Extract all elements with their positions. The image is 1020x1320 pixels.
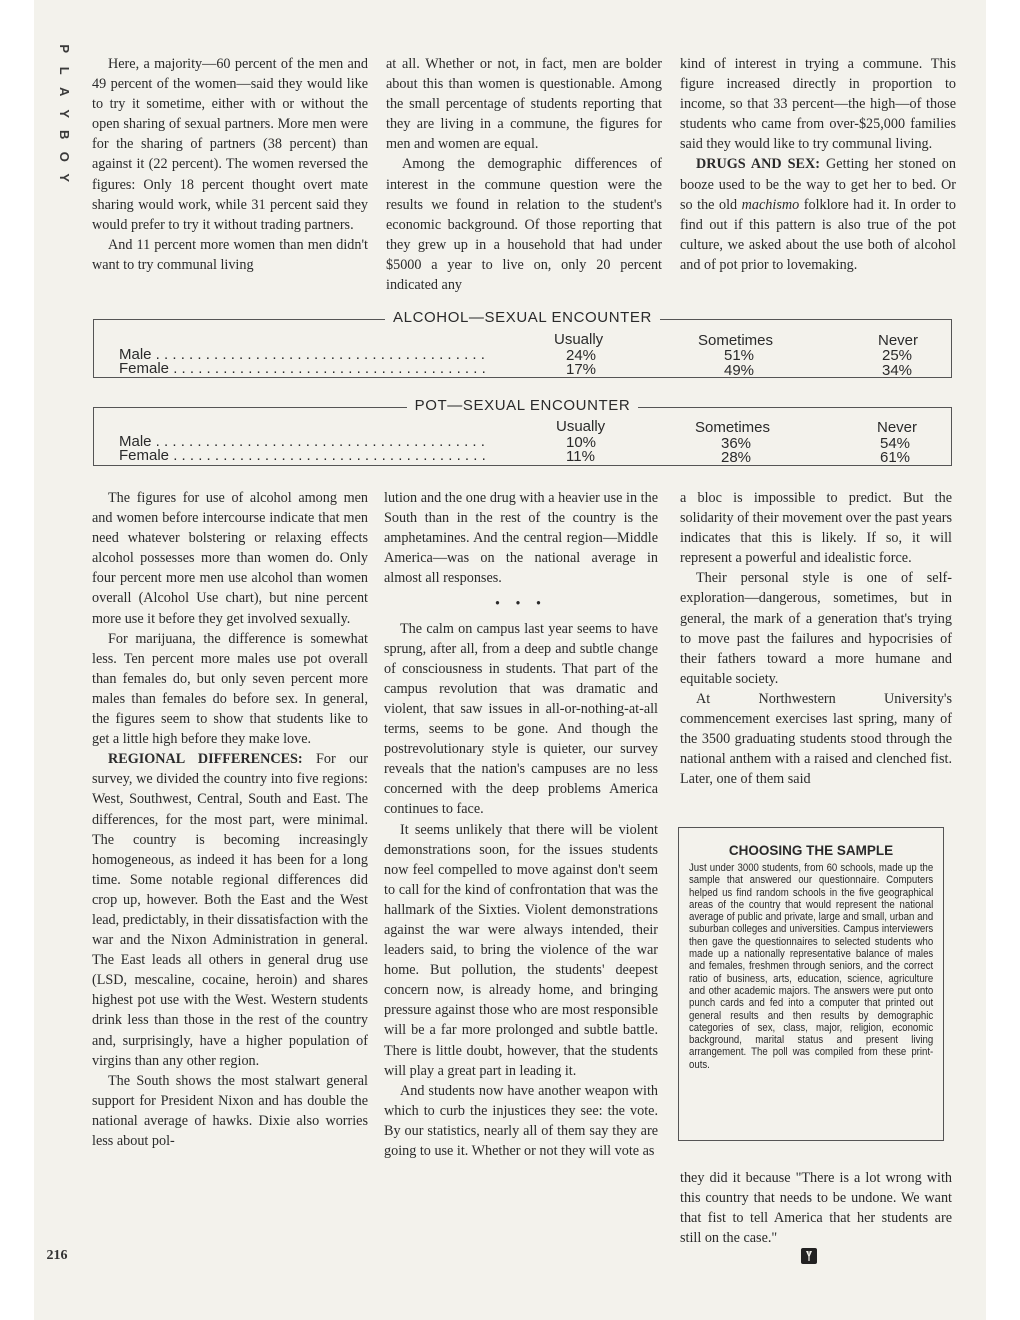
table-cell: 34% [882, 362, 913, 379]
box-body: Just under 3000 students, from 60 schools, made up the sample that answered our questionnaire. Computers helped us find random schools in the five geographical areas of the country that would represent the national average of public and private, large and small, urban and suburban colleges and universities. Campus interviewers then gave the questionnaires to selected students who made up a nationally representative balance of males and females, freshmen through seniors, and the correct ratio of business, arts, education, science, agriculture and other academic majors. The answers were put onto punch cards and fed into a computer that printed out general results and then results by demographic categories of sex, class, major, religion, economic background, marital status and present living arrangement. The poll was compiled from these print-outs. [689, 862, 934, 1071]
leader-dots: . . . . . . . . . . . . . . . . . . . . . . . . . . . . . . . . . . . . . . [169, 447, 486, 464]
masthead-letter: B [56, 130, 72, 140]
column-header: Usually [554, 331, 604, 348]
table-row-label [119, 448, 486, 463]
masthead-playboy [56, 38, 72, 189]
text-run: Getting her stoned on booze used to be the way to get her to bed. Or so the old [680, 156, 956, 213]
paragraph: And students now have another weapon with which to curb the injustices they see: the vote. By our statistics, nearly all of them say they are going to use it. Whether or not they will vote as [384, 1082, 658, 1159]
paragraph: kind of interest in trying a commune. This figure increased directly in proportion to income, so that 33 percent—the high—of those students who came from over-$25,000 families said they would like to try communal living. [680, 56, 956, 153]
paragraph: lution and the one drug with a heavier use in the South than in the rest of the country is the amphetamines. And the central region—Middle America—was on the national average in almost all responses. [384, 490, 658, 587]
paragraph [680, 154, 956, 275]
paragraph: Their personal style is one of self-exploration—dangerous, sometimes, but in general, the mark of a generation that's trying to move past the failures and hypocrisies of their fathers toward a more humane and equitable society. [680, 570, 952, 687]
paragraph: The figures for use of alcohol among men and women before intercourse indicate that men need whatever bolstering or relaxing effects alcohol possesses more than women do. Only four percent more men use alcohol than women overall (Alcohol Use chart), but nine percent more use it before they get involved sexually. [92, 490, 368, 627]
bottom-column-2 [384, 488, 658, 1161]
table-cell: 24% [566, 347, 597, 364]
column-header: Never [877, 419, 918, 436]
paragraph: a bloc is impossible to predict. But the solidarity of their movement over the past years indicates that this is likely. If so, it will represent a powerful and idealistic force. [680, 490, 952, 567]
paragraph: It seems unlikely that there will be violent demonstrations soon, for the issues students now feel compelled to move against don't seem to call for the kind of confrontation that was the hallmark of the Sixties. Violent demonstrations against the war were always intended, their leaders said, to bring the violence of the war home. But pollution, the students' deepest concern now, is already home, and bringing pressure against those who are most responsible will be a far more prolonged and subtle battle. There is little doubt, however, that the students will play a great part in leading it. [384, 821, 658, 1079]
table-cell: 10% [566, 434, 597, 451]
alcohol-sexual-encounter-table [93, 309, 952, 379]
leader-dots: . . . . . . . . . . . . . . . . . . . . . . . . . . . . . . . . . . . . . . . . [151, 346, 485, 363]
paragraph: Here, a majority—60 percent of the men and 49 percent of the women—said they would like to try it sometime, either with or without the open sharing of sexual partners. More men were for the sharing of partners (38 percent) than against it (22 percent). The women reversed the figures: Only 18 percent thought overt mate sharing would work, while 31 percent said they would prefer to try it without trading partners. [92, 56, 368, 233]
choosing-the-sample-box [678, 827, 944, 1141]
paragraph: The calm on campus last year seems to have sprung, after all, from a deep and subtle change of consciousness in students. That part of the campus revolution that was dramatic and violent, that saw issues in all-or-nothing-at-all terms, seems to be gone. And though the postrevolutionary style is quieter, our survey reveals that the nation's campuses are no less concerned with the deep problems America continues to face. [384, 620, 658, 818]
top-column-3 [680, 54, 956, 275]
masthead-letter: A [56, 87, 72, 97]
column-header: Sometimes [695, 419, 771, 436]
top-column-1 [92, 54, 368, 275]
table-title: ALCOHOL—SEXUAL ENCOUNTER [385, 309, 660, 326]
masthead-letter: P [56, 44, 72, 54]
table-cell: 51% [724, 347, 755, 364]
column-header: Never [878, 332, 919, 349]
table-cell: 17% [566, 361, 597, 378]
row-label: Female [119, 360, 170, 377]
magazine-page [34, 0, 986, 1320]
row-label: Female [119, 447, 170, 464]
row-label: Male [119, 433, 152, 450]
page-number: 216 [46, 1248, 68, 1263]
end-mark-icon [801, 1248, 817, 1264]
top-column-2 [386, 54, 662, 295]
masthead-letter: Y [56, 108, 72, 118]
table-cell: 28% [721, 449, 752, 466]
table-row-label [119, 361, 486, 376]
table-cell: 54% [880, 435, 911, 452]
text-run: folklore had it. In order to find out if this pattern is also true of the pot culture, we asked about the use both of alcohol and of pot prior to lovemaking. [680, 196, 956, 273]
masthead-letter: O [56, 151, 72, 162]
box-title: CHOOSING THE SAMPLE [728, 843, 894, 858]
table-title: POT—SEXUAL ENCOUNTER [407, 397, 639, 414]
column-header: Sometimes [698, 332, 774, 349]
paragraph: Among the demographic differences of interest in the commune question were the results we found in relation to the student's economic background. Of those reporting that they grew up in a household that had under $5000 a year to live on, only 20 percent indicated any [386, 156, 662, 294]
masthead-letter: L [56, 66, 72, 75]
section-separator: • • • [495, 596, 547, 613]
section-heading: DRUGS AND SEX: [696, 156, 820, 173]
paragraph: For marijuana, the difference is somewhat less. Ten percent more males use pot overall than females do, but only seven percent more males than females do before sex. In general, the figures seem to show that students like to get a little high before they make love. [92, 630, 368, 748]
bottom-column-1 [92, 488, 368, 1151]
text-run: For our survey, we divided the country into five regions: West, Southwest, Central, South and East. The differences, for the most part, were minimal. The country is becoming increasingly homogeneous, as indeed it has been for a long time. Some notable regional differences did crop up, however. Both the East and the West lead, predictably, in their dissatisfaction with the war and the Nixon Administration in general. The East leads all others in general drug use (LSD, mescaline, cocaine, heroin) and shares highest pot use with the West. Western students drink less than those in the rest of the country and, surprisingly, have a higher population of virgins than any other region. [92, 751, 368, 1069]
leader-dots: . . . . . . . . . . . . . . . . . . . . . . . . . . . . . . . . . . . . . . [169, 360, 486, 377]
table-cell: 49% [724, 362, 755, 379]
paragraph: they did it because "There is a lot wrong with this country that needs to be undone. We want that fist to tell America that her students are still on the case." [680, 1170, 952, 1247]
paragraph: The South shows the most stalwart general support for President Nixon and has double the national average of hawks. Dixie also worries less about pol- [92, 1072, 368, 1149]
pot-sexual-encounter-table [93, 397, 952, 466]
row-label: Male [119, 346, 152, 363]
leader-dots: . . . . . . . . . . . . . . . . . . . . . . . . . . . . . . . . . . . . . . . . [151, 433, 485, 450]
table-cell: 25% [882, 347, 913, 364]
emphasis: machismo [741, 196, 800, 213]
bottom-column-3-continued [680, 1168, 952, 1248]
column-header: Usually [556, 418, 606, 435]
table-cell: 36% [721, 435, 752, 452]
bottom-column-3 [680, 488, 952, 789]
paragraph: And 11 percent more women than men didn't want to try communal living [92, 236, 368, 273]
paragraph: at all. Whether or not, in fact, men are bolder about this than women is questionable. Among the small percentage of students reporting that they are living in a commune, the figures for men and women are equal. [386, 56, 662, 153]
paragraph [92, 749, 368, 1071]
paragraph: At Northwestern University's commencement exercises last spring, many of the 3500 graduating students stood through the national anthem with a raised and clenched fist. Later, one of them said [680, 690, 952, 788]
table-cell: 11% [566, 448, 595, 465]
section-heading: REGIONAL DIFFERENCES: [108, 751, 303, 768]
masthead-letter: Y [56, 173, 72, 183]
table-cell: 61% [880, 449, 911, 466]
